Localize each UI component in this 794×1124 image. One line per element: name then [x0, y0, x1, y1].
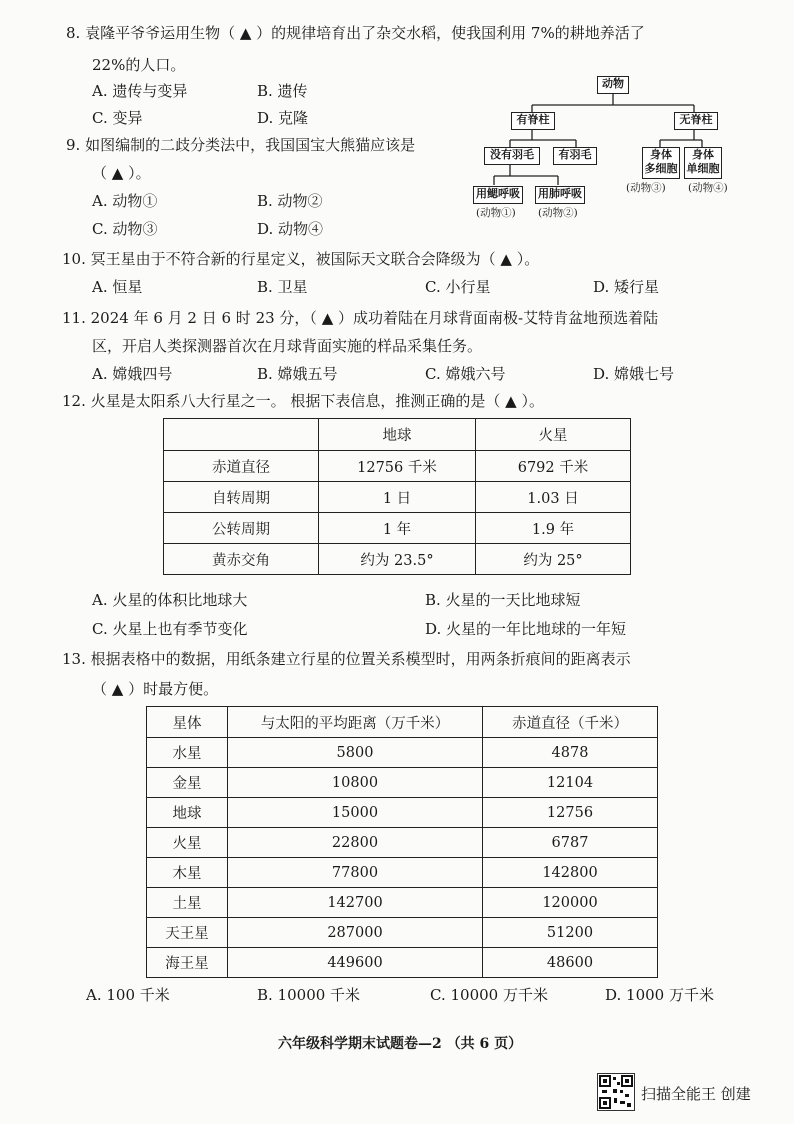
q11-option-d: D. 嫦娥七号 — [593, 365, 675, 383]
tree-label-animal-2: (动物②) — [538, 207, 578, 219]
q11-option-c: C. 嫦娥六号 — [425, 365, 506, 383]
q12-cell: 约为 25° — [476, 544, 631, 575]
q13-cell: 4878 — [483, 738, 658, 768]
q9-stem-line1: 9. 如图编制的二歧分类法中，我国国宝大熊猫应该是 — [66, 136, 416, 154]
tree-node-feather: 有羽毛 — [553, 147, 597, 165]
q12-option-d: D. 火星的一年比地球的一年短 — [425, 620, 627, 638]
q12-header-mars: 火星 — [476, 419, 631, 451]
q10-option-c: C. 小行星 — [425, 278, 491, 296]
q8-stem-line2: 22%的人口。 — [92, 56, 186, 74]
q13-cell: 120000 — [483, 888, 658, 918]
q13-cell: 5800 — [228, 738, 483, 768]
q13-cell: 22800 — [228, 828, 483, 858]
q13-cell: 土星 — [147, 888, 228, 918]
q13-option-c: C. 10000 万千米 — [430, 986, 548, 1004]
q13-cell: 51200 — [483, 918, 658, 948]
tree-node-animal: 动物 — [597, 76, 629, 94]
scanner-watermark-text: 扫描全能王 创建 — [641, 1085, 751, 1103]
page-footer: 六年级科学期末试题卷—2 （共 6 页） — [278, 1036, 523, 1052]
q9-option-a: A. 动物① — [92, 192, 158, 210]
q13-cell: 142700 — [228, 888, 483, 918]
q13-cell: 48600 — [483, 948, 658, 978]
q11-stem-line2: 区，开启人类探测器首次在月球背面实施的样品采集任务。 — [92, 337, 483, 355]
q13-stem-line2: （ ▲ ）时最方便。 — [92, 680, 219, 698]
q10-option-a: A. 恒星 — [92, 278, 143, 296]
q13-cell: 77800 — [228, 858, 483, 888]
q8-option-a: A. 遗传与变异 — [92, 82, 188, 100]
q13-cell: 15000 — [228, 798, 483, 828]
q11-stem-line1: 11. 2024 年 6 月 2 日 6 时 23 分，（ ▲ ）成功着陆在月球背面南极-艾特肯盆地预选着陆 — [62, 309, 659, 327]
q12-cell: 1 日 — [319, 482, 476, 513]
tree-node-no-feather: 没有羽毛 — [484, 147, 540, 165]
tree-label-animal-1: (动物①) — [476, 207, 516, 219]
q13-cell: 142800 — [483, 858, 658, 888]
tree-node-gill: 用鳃呼吸 — [473, 186, 523, 204]
tree-node-vertebrate: 有脊柱 — [511, 112, 555, 130]
q12-header-earth: 地球 — [319, 419, 476, 451]
q13-cell: 12104 — [483, 768, 658, 798]
q13-header-distance: 与太阳的平均距离（万千米） — [228, 707, 483, 738]
tree-node-unicellular: 身体 单细胞 — [684, 147, 722, 179]
q13-cell: 6787 — [483, 828, 658, 858]
q13-option-b: B. 10000 千米 — [257, 986, 361, 1004]
q8-option-d: D. 克隆 — [257, 109, 309, 127]
qr-code-icon — [597, 1073, 635, 1111]
q13-cell: 10800 — [228, 768, 483, 798]
q10-option-d: D. 矮行星 — [593, 278, 660, 296]
q8-option-b: B. 遗传 — [257, 82, 308, 100]
q13-cell: 287000 — [228, 918, 483, 948]
q9-stem-line2: （ ▲ ）。 — [92, 164, 151, 182]
q13-cell: 海王星 — [147, 948, 228, 978]
q12-cell: 黄赤交角 — [164, 544, 319, 575]
q13-cell: 水星 — [147, 738, 228, 768]
q12-cell: 公转周期 — [164, 513, 319, 544]
q12-cell: 1 年 — [319, 513, 476, 544]
q12-cell: 1.03 日 — [476, 482, 631, 513]
tree-node-invertebrate: 无脊柱 — [674, 112, 718, 130]
q12-cell: 自转周期 — [164, 482, 319, 513]
q13-cell: 天王星 — [147, 918, 228, 948]
q13-header-body: 星体 — [147, 707, 228, 738]
q13-cell: 木星 — [147, 858, 228, 888]
q13-table — [146, 706, 658, 978]
q8-stem-line1: 8. 袁隆平爷爷运用生物（ ▲ ）的规律培育出了杂交水稻，使我国利用 7%的耕地养活了 — [66, 24, 645, 42]
q12-stem: 12. 火星是太阳系八大行星之一。 根据下表信息，推测正确的是（ ▲ ）。 — [62, 392, 544, 410]
tree-node-lung: 用肺呼吸 — [535, 186, 585, 204]
tree-label-animal-4: (动物④) — [688, 182, 728, 194]
q12-option-b: B. 火星的一天比地球短 — [425, 591, 581, 609]
q11-option-b: B. 嫦娥五号 — [257, 365, 338, 383]
q13-cell: 449600 — [228, 948, 483, 978]
q12-cell: 12756 千米 — [319, 451, 476, 482]
tree-label-animal-3: (动物③) — [626, 182, 666, 194]
q12-option-a: A. 火星的体积比地球大 — [92, 591, 248, 609]
q8-option-c: C. 变异 — [92, 109, 143, 127]
q13-option-d: D. 1000 万千米 — [605, 986, 714, 1004]
q13-header-diameter: 赤道直径（千米） — [483, 707, 658, 738]
q13-option-a: A. 100 千米 — [86, 986, 170, 1004]
tree-node-multicellular: 身体 多细胞 — [642, 147, 680, 179]
q13-stem-line1: 13. 根据表格中的数据，用纸条建立行星的位置关系模型时，用两条折痕间的距离表示 — [62, 650, 631, 668]
q13-cell: 12756 — [483, 798, 658, 828]
q13-cell: 金星 — [147, 768, 228, 798]
q13-cell: 地球 — [147, 798, 228, 828]
q12-table — [163, 418, 631, 575]
q12-cell: 1.9 年 — [476, 513, 631, 544]
q10-stem: 10. 冥王星由于不符合新的行星定义，被国际天文联合会降级为（ ▲ ）。 — [62, 250, 540, 268]
q9-option-b: B. 动物② — [257, 192, 323, 210]
q13-cell: 火星 — [147, 828, 228, 858]
q9-option-d: D. 动物④ — [257, 220, 324, 238]
q12-cell: 赤道直径 — [164, 451, 319, 482]
q12-cell: 6792 千米 — [476, 451, 631, 482]
q12-header-blank — [164, 419, 319, 451]
q9-option-c: C. 动物③ — [92, 220, 158, 238]
q12-option-c: C. 火星上也有季节变化 — [92, 620, 248, 638]
q10-option-b: B. 卫星 — [257, 278, 308, 296]
q12-cell: 约为 23.5° — [319, 544, 476, 575]
q11-option-a: A. 嫦娥四号 — [92, 365, 173, 383]
